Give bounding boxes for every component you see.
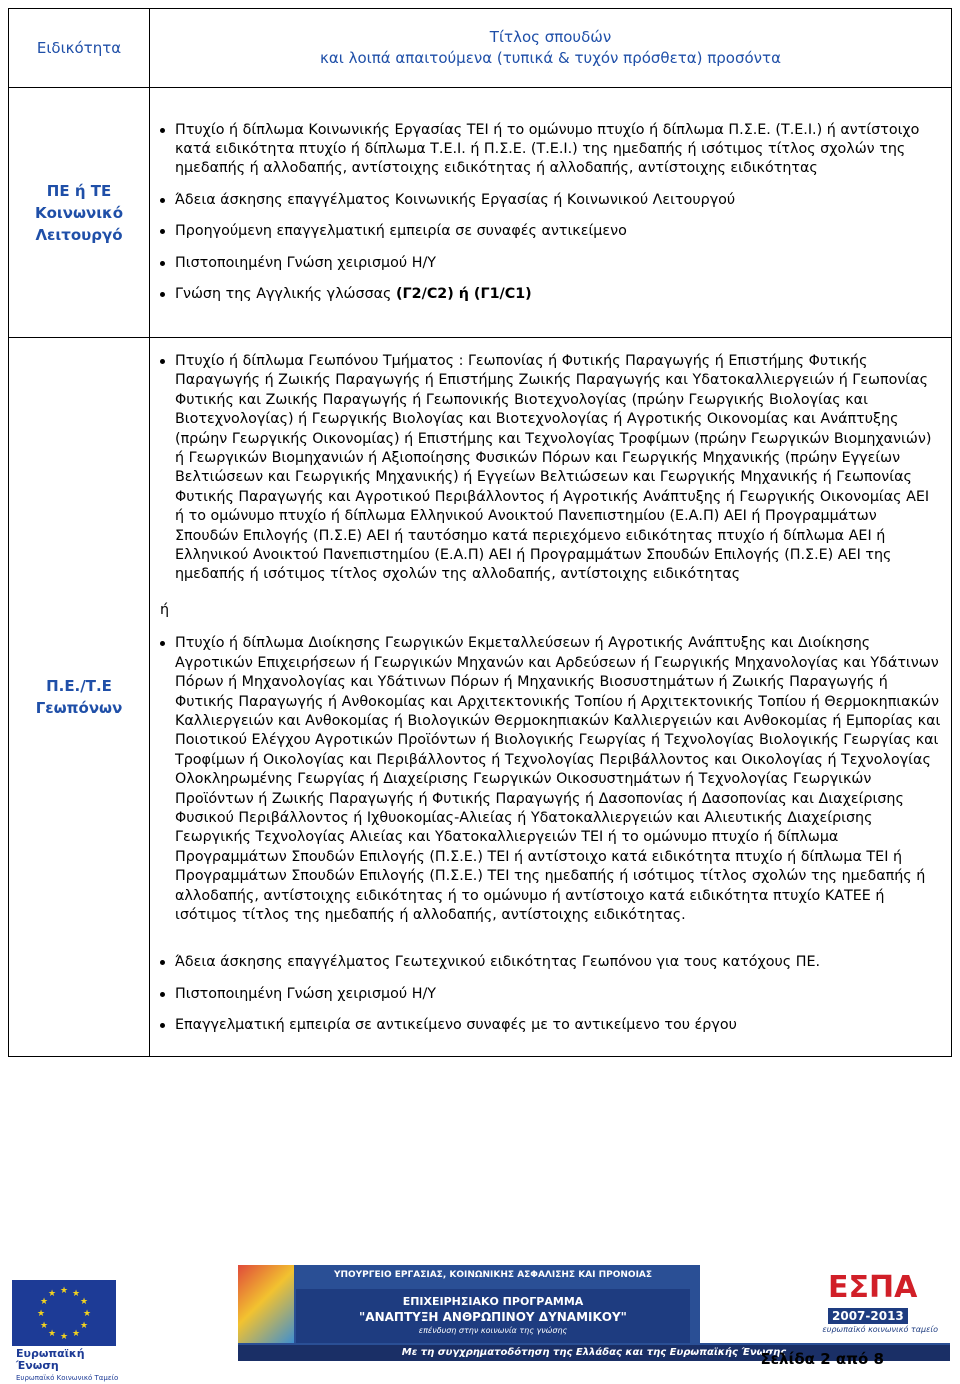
requirements-cell (150, 338, 952, 1057)
requirement-item (158, 285, 941, 304)
program-line2: "ΑΝΑΠΤΥΞΗ ΑΝΘΡΩΠΙΝΟΥ ΔΥΝΑΜΙΚΟΥ" (359, 1310, 627, 1324)
specialty-line: Γεωπόνων (35, 698, 123, 717)
requirement-item: Πτυχίο ή δίπλωμα Γεωπόνου Τμήματος : Γεωπονίας ή Φυτικής Παραγωγής ή Επιστήμης Φυτικής Παραγωγής ή Ζωικής Παραγωγής ή Επιστήμης Ζωικής Παραγωγής και Υδατοκαλλιεργειών ή Γεωπονίας Φυτικής και Ζωικής Παραγωγής ή Γεωπονικής Βιοτεχνολογίας (πρώην Γεωργικής Βιολογίας και Βιοτεχνολογίας) ή Γεωργικής Βιολογίας και Βιοτεχνολογίας ή Αγροτικής Οικονομίας και Ανάπτυξης (πρώην Γεωργικής Οικονομίας) ή Επιστήμης και Τεχνολογίας Τροφίμων (πρώην Γεωργικών Βιομηχανιών) ή Γεωργικών Βιομηχανιών ή Αξιοποίησης Φυσικών Πόρων και Γεωργικής Μηχανικής (πρώην Εγγείων Βελτιώσεων και Γεωργικής Μηχανικής) ή Εγγείων Βελτιώσεων και Γεωργικής Μηχανικής ή Γεωπονίας Φυτικής Παραγωγής και Αγροτικού Περιβάλλοντος ή Αγροτικής Ανάπτυξης ή Γεωργικής Οικονομίας ΑΕΙ ή το ομώνυμο πτυχίο ή δίπλωμα Ελληνικού Ανοικτού Πανεπιστημίου (Ε.Α.Π) ΑΕΙ ή Προγραμμάτων Σπουδών Επιλογής (Π.Σ.Ε) ΑΕΙ ή ταυτόσημο κατά περιεχόμενο ειδικότητας πτυχίο ή δίπλωμα ΑΕΙ ή Ελληνικού Ανοικτού Πανεπιστημίου (Ε.Α.Π) ΑΕΙ ή Προγραμμάτων Σπουδών Επιλογής (Π.Σ.Ε) ΑΕΙ της ημεδαπής ή ισότιμος τίτλος σχολών της αλλοδαπής, αντίστοιχης ειδικότητας (158, 352, 941, 585)
espa-word: ΕΣΠΑ (828, 1270, 918, 1305)
language-level: (Γ2/C2) ή (Γ1/C1) (396, 286, 532, 303)
table-header-row (9, 9, 952, 88)
svg-text:★: ★ (79, 1321, 89, 1331)
requirement-item: Άδεια άσκησης επαγγέλματος Κοινωνικής Εργασίας ή Κοινωνικού Λειτουργού (158, 191, 941, 210)
header-specialty: Ειδικότητα (9, 9, 150, 88)
header-requirements (150, 9, 952, 88)
eu-label-text: Ευρωπαϊκή Ένωση (16, 1347, 85, 1372)
program-title (296, 1289, 690, 1343)
requirement-item: Άδεια άσκησης επαγγέλματος Γεωτεχνικού ειδικότητας Γεωπόνου για τους κατόχους ΠΕ. (158, 953, 941, 972)
program-banner (238, 1265, 950, 1361)
svg-text:★: ★ (79, 1297, 89, 1307)
page-number: Σελίδα 2 από 8 (760, 1350, 884, 1368)
requirements-list (158, 634, 941, 925)
table-row (9, 88, 952, 338)
svg-text:★: ★ (71, 1329, 81, 1339)
svg-text:★: ★ (39, 1321, 49, 1331)
ministry-name: ΥΠΟΥΡΓΕΙΟ ΕΡΓΑΣΙΑΣ, ΚΟΙΝΩΝΙΚΗΣ ΑΣΦΑΛΙΣΗΣ ΚΑΙ ΠΡΟΝΟΙΑΣ (296, 1265, 690, 1285)
header-requirements-line1: Τίτλος σπουδών (489, 28, 612, 46)
or-separator: ή (160, 601, 170, 618)
requirement-item: Προηγούμενη επαγγελματική εμπειρία σε συναφές αντικείμενο (158, 222, 941, 241)
specialty-line: ΠΕ ή ΤΕ (46, 181, 112, 200)
requirements-list (158, 352, 941, 585)
specialty-line: Κοινωνικό (34, 203, 124, 222)
svg-text:★: ★ (36, 1309, 46, 1319)
svg-text:★: ★ (47, 1289, 57, 1299)
svg-text:★: ★ (59, 1286, 69, 1296)
svg-text:★: ★ (59, 1332, 69, 1342)
spacer (158, 925, 941, 953)
requirements-cell (150, 88, 952, 338)
espa-years: 2007-2013 (828, 1308, 908, 1324)
requirement-item: Πιστοποιημένη Γνώση χειρισμού Η/Υ (158, 985, 941, 1004)
eu-sublabel-text: Ευρωπαϊκό Κοινωνικό Ταμείο (16, 1374, 119, 1382)
table-row (9, 338, 952, 1057)
specialty-line: Λειτουργό (35, 225, 123, 244)
requirement-item: Επαγγελματική εμπειρία σε αντικείμενο συναφές με το αντικείμενο του έργου (158, 1016, 941, 1035)
requirement-item: Πιστοποιημένη Γνώση χειρισμού Η/Υ (158, 254, 941, 273)
requirement-item: Πτυχίο ή δίπλωμα Κοινωνικής Εργασίας ΤΕΙ ή το ομώνυμο πτυχίο ή δίπλωμα Π.Σ.Ε. (Τ.Ε.Ι.) ή αντίστοιχο κατά ειδικότητα πτυχίο ή δίπλωμα Τ.Ε.Ι. ή Π.Σ.Ε. (Τ.Ε.Ι.) της ημεδαπής ή ισότιμος τίτλος σχολών της ημεδαπής ή αλλοδαπής, αντίστοιχης ειδικότητας ή αλλοδαπής, αντίστοιχης ειδικότητας (158, 121, 941, 179)
qualifications-table (8, 8, 952, 1057)
specialty-cell-social-worker (9, 88, 150, 338)
espa-logo-mark (828, 1271, 938, 1321)
page-footer (0, 1250, 960, 1382)
svg-text:★: ★ (39, 1297, 49, 1307)
requirement-item: Πτυχίο ή δίπλωμα Διοίκησης Γεωργικών Εκμεταλλεύσεων ή Αγροτικής Ανάπτυξης και Διοίκησης Αγροτικών Επιχειρήσεων ή Γεωργικών Μηχανών και Αρδεύσεων ή Γεωργικής Μηχανολογίας και Υδάτινων Πόρων ή Μηχανολογίας και Υδάτινων Πόρων ή Μηχανικής Βιοσυστημάτων ή Ζωικής Παραγωγής ή Φυτικής Παραγωγής ή Ανθοκομίας και Αρχιτεκτονικής Τοπίου ή Αρχιτεκτονικής Τοπίου ή Θερμοκηπιακών Καλλιεργειών και Ανθοκομίας ή Βιολογικών Θερμοκηπιακών Καλλιεργειών και Ανθοκομίας ή Εμπορίας και Ποιοτικού Ελέγχου Αγροτικών Προϊόντων ή Βιολογικής Γεωργίας ή Τεχνολογίας Βιολογικής Γεωργίας και Τροφίμων ή Οικολογίας και Περιβάλλοντος ή Τεχνολογίας Περιβάλλοντος και Οικολογίας ή Τεχνολογίας Ολοκληρωμένης Γεωργίας ή Διαχείρισης Γεωργικών Οικοσυστημάτων ή Τεχνολογίας Γεωργικών Προϊόντων ή Ζωικής Παραγωγής ή Φυτικής Παραγωγής ή Δασοπονίας ή Δασοπονίας και Διαχείρισης Φυσικού Περιβάλλοντος ή Ιχθυοκομίας-Αλιείας ή Υδατοκαλλιεργειών και Αλιευτικής Διαχείρισης Γεωργικής Τεχνολογίας Αλιείας και Υδατοκαλλιεργειών ΤΕΙ ή το ομώνυμο πτυχίο ή δίπλωμα Προγραμμάτων Σπουδών Επιλογής (Π.Σ.Ε.) ΤΕΙ ή αντίστοιχο κατά ειδικότητα πτυχίο ή δίπλωμα ΤΕΙ ή Προγραμμάτων Σπουδών Επιλογής (Π.Σ.Ε.) ΤΕΙ της ημεδαπής ή ισότιμος τίτλος σχολών της ημεδαπής ή αλλοδαπής, αντίστοιχης ειδικότητας ή το ομώνυμο ή αντίστοιχο κατά ειδικότητα πτυχίο ΚΑΤΕΕ ή ισότιμος τίτλος της ημεδαπής ή αλλοδαπής, αντίστοιχης ειδικότητας. (158, 634, 941, 925)
specialty-line: Π.Ε./Τ.Ε (46, 676, 112, 695)
requirements-list (158, 121, 941, 305)
header-requirements-line2: και λοιπά απαιτούμενα (τυπικά & τυχόν πρόσθετα) προσόντα (320, 49, 781, 67)
eu-flag-icon (12, 1280, 116, 1346)
program-line1: ΕΠΙΧΕΙΡΗΣΙΑΚΟ ΠΡΟΓΡΑΜΜΑ (402, 1295, 584, 1308)
svg-text:★: ★ (82, 1309, 92, 1319)
espa-tagline: ευρωπαϊκό κοινωνικό ταμείο (822, 1325, 938, 1334)
espa-logo (700, 1265, 950, 1343)
svg-text:★: ★ (47, 1329, 57, 1339)
specialty-cell-agronomists (9, 338, 150, 1057)
requirements-list (158, 953, 941, 1035)
cofunding-note: Με τη συγχρηματοδότηση της Ελλάδας και της Ευρωπαϊκής Ένωσης (238, 1345, 950, 1361)
banner-artwork (238, 1265, 294, 1343)
eu-label (16, 1348, 126, 1384)
svg-text:★: ★ (71, 1289, 81, 1299)
language-requirement-text: Γνώση της Αγγλικής γλώσσας (175, 286, 396, 303)
program-line3: επένδυση στην κοινωνία της γνώσης (418, 1326, 568, 1335)
